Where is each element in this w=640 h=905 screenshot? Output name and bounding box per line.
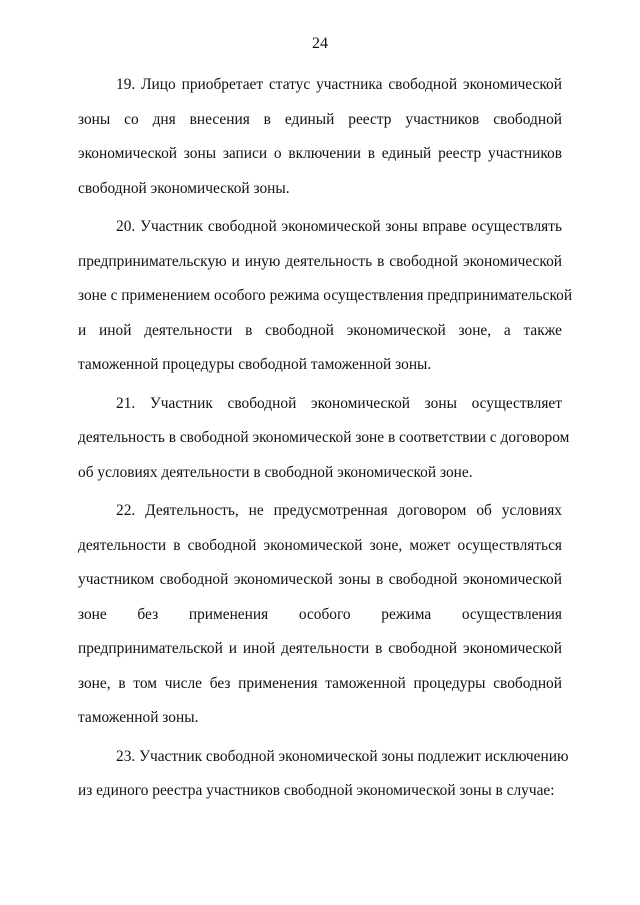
text-line: таможенной зоны. bbox=[78, 709, 199, 726]
text-line: экономической зоны записи о включении в единый реестр участников bbox=[78, 145, 562, 162]
paragraph-20 bbox=[78, 210, 573, 383]
text-line: об условиях деятельности в свободной экономической зоне. bbox=[78, 463, 473, 481]
text-line: 20. Участник свободной экономической зоны вправе осуществлять bbox=[116, 218, 562, 235]
text-line: 23. Участник свободной экономической зоны подлежит исключению bbox=[116, 747, 569, 765]
text-line: и иной деятельности в свободной экономической зоне, а также bbox=[78, 321, 562, 339]
text-line: из единого реестра участников свободной экономической зоны в случае: bbox=[78, 782, 555, 799]
document-body bbox=[78, 68, 573, 813]
text-line: 21. Участник свободной экономической зоны осуществляет bbox=[116, 394, 562, 412]
text-line: 19. Лицо приобретает статус участника свободной экономической bbox=[116, 76, 562, 93]
paragraph-22 bbox=[78, 494, 562, 736]
paragraph-19 bbox=[78, 68, 562, 206]
text-line: предпринимательскую и иную деятельность в свободной экономической bbox=[78, 252, 562, 270]
text-line: 22. Деятельность, не предусмотренная договором об условиях bbox=[116, 502, 562, 519]
text-line: таможенной процедуры свободной таможенной зоны. bbox=[78, 356, 432, 373]
text-line: участником свободной экономической зоны в свободной экономической bbox=[78, 571, 562, 588]
paragraph-23 bbox=[78, 740, 569, 809]
text-line: зоне без применения особого режима осуществления bbox=[78, 605, 562, 623]
text-line: свободной экономической зоны. bbox=[78, 179, 290, 197]
text-line: зоны со дня внесения в единый реестр участников свободной bbox=[78, 110, 562, 128]
text-line: деятельности в свободной экономической зоне, может осуществляться bbox=[78, 536, 562, 554]
text-line: зоне, в том числе без применения таможенной процедуры свободной bbox=[78, 674, 562, 692]
paragraph-21 bbox=[78, 387, 570, 491]
page-number: 24 bbox=[312, 35, 328, 52]
text-line: предпринимательской и иной деятельности в свободной экономической bbox=[78, 640, 562, 657]
text-line: деятельность в свободной экономической зоне в соответствии с договором bbox=[78, 429, 570, 446]
text-line: зоне с применением особого режима осуществления предпринимательской bbox=[78, 287, 573, 304]
